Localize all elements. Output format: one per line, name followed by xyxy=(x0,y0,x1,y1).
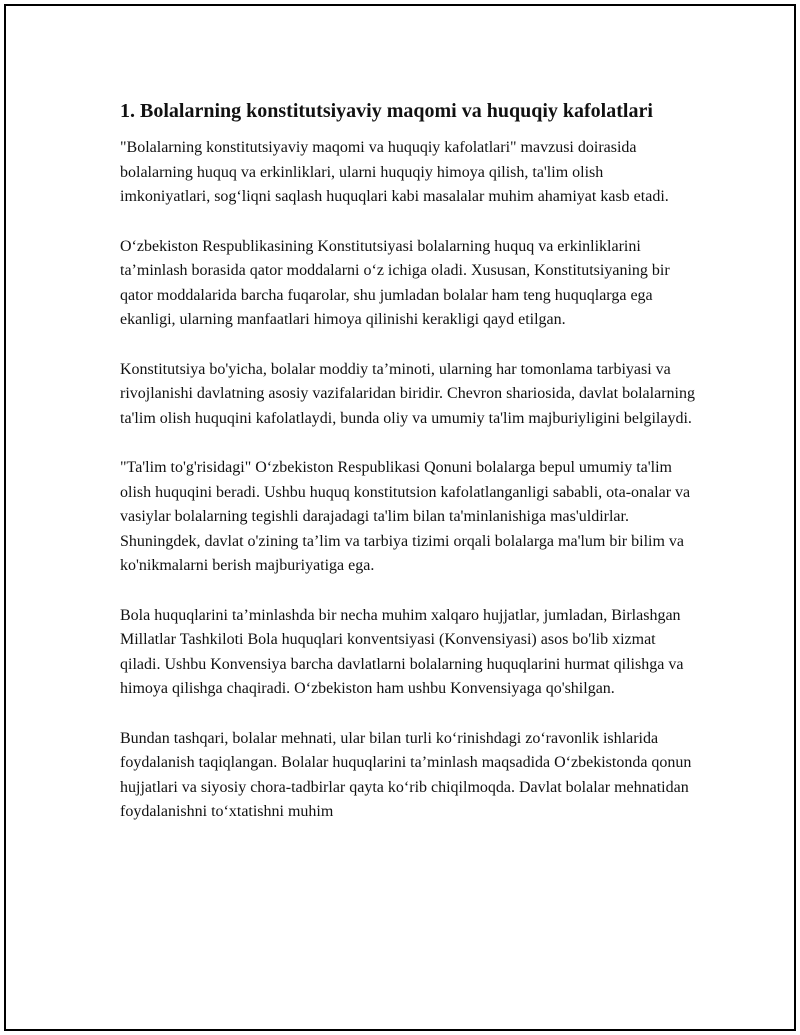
document-title: 1. Bolalarning konstitutsiyaviy maqomi va huquqiy kafolatlari xyxy=(120,100,653,122)
paragraph-intro: "Bolalarning konstitutsiyaviy maqomi va huquqiy kafolatlari" mavzusi doirasida bolalarning huquq va erkinliklari, ularni huquqiy himoya qilish, ta'lim olish imkoniyatlari, sog‘liqni saqlash huquqlari kabi masalalar muhim ahamiyat kasb etadi. xyxy=(120,139,669,205)
paragraph-constitution: O‘zbekiston Respublikasining Konstitutsiyasi bolalarning huquq va erkinliklarini ta’minlash borasida qator moddalarni o‘z ichiga oladi. Xususan, Konstitutsiyaning bir qator moddalarida barcha fuqarolar, shu jumladan bolalar ham teng huquqlarga ega ekanligi, ularning manfaatlari himoya qilinishi kerakligi qayd etilgan. xyxy=(120,237,670,328)
document-content xyxy=(120,98,696,850)
paragraph-child-labor: Bundan tashqari, bolalar mehnati, ular bilan turli ko‘rinishdagi zo‘ravonlik ishlarida foydalanish taqiqlangan. Bolalar huquqlarini ta’minlash maqsadida O‘zbekistonda qonun hujjatlari va siyosiy chora-tadbirlar qayta ko‘rib chiqilmoqda. Davlat bolalar mehnatidan foydalanishni to‘xtatishni muhim xyxy=(120,729,692,820)
paragraph-state-duties: Konstitutsiya bo'yicha, bolalar moddiy ta’minoti, ularning har tomonlama tarbiyasi va rivojlanishi davlatning asosiy vazifalaridan biridir. Chevron shariosida, davlat bolalarning ta'lim olish huquqini kafolatlaydi, bunda oliy va umumiy ta'lim majburiyligini belgilaydi. xyxy=(120,360,695,427)
paragraph-international-documents: Bola huquqlarini ta’minlashda bir necha muhim xalqaro hujjatlar, jumladan, Birlashgan Millatlar Tashkiloti Bola huquqlari konventsiyasi (Konvensiyasi) asos bo'lib xizmat qiladi. Ushbu Konvensiya barcha davlatlarni bolalarning huquqlarini hurmat qilishga va himoya qilishga chaqiradi. O‘zbekiston ham ushbu Konvensiyaga qo'shilgan. xyxy=(120,606,684,697)
paragraph-education-law: "Ta'lim to'g'risidagi" O‘zbekiston Respublikasi Qonuni bolalarga bepul umumiy ta'lim olish huquqini beradi. Ushbu huquq konstitutsion kafolatlanganligi sababli, ota-onalar va vasiylar bolalarning tegishli darajadagi ta'lim bilan ta'minlanishiga mas'uldirlar. Shuningdek, davlat o'zining ta’lim va tarbiya tizimi orqali bolalarga ma'lum bir bilim va ko'nikmalarni berish majburiyatiga ega. xyxy=(120,459,691,574)
document-page xyxy=(4,4,796,1031)
